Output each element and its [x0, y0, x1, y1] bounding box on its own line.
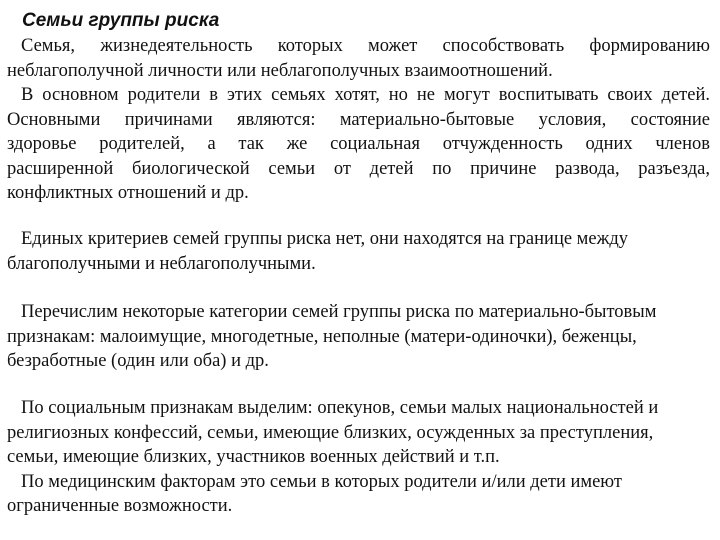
text-line: Перечислим некоторые категории семей группы риска по материально-бытовым	[21, 302, 657, 322]
text-line: Семья, жизнедеятельность которых может способствовать формированию	[21, 36, 710, 56]
page-title: Семьи группы риска	[22, 10, 220, 31]
paragraph-block-1	[7, 34, 710, 206]
text-line: В основном родители в этих семьях хотят, но не могут воспитывать своих детей.	[21, 85, 710, 105]
text-line: благополучными и неблагополучными.	[7, 253, 316, 274]
text-line: безработные (один или оба) и др.	[7, 351, 269, 371]
paragraph-block-4	[7, 396, 710, 519]
text-line: семьи, имеющие близких, участников военных действий и т.п.	[7, 447, 500, 467]
text-line: Единых критериев семей группы риска нет, они находятся на границе между	[21, 229, 629, 249]
text-line: расширенной биологической семьи от детей по причине развода, разъезда,	[7, 158, 710, 179]
text-line: По медицинским факторам это семьи в которых родители и/или дети имеют	[21, 471, 622, 492]
paragraph-block-2	[7, 227, 710, 276]
text-line: конфликтных отношений и др.	[7, 183, 249, 203]
text-line: Основными причинами являются: материально-бытовые условия, состояние	[7, 109, 710, 130]
text-line: признакам: малоимущие, многодетные, неполные (матери-одиночки), беженцы,	[7, 326, 637, 347]
text-line: религиозных конфессий, семьи, имеющие близких, осужденных за преступления,	[7, 422, 654, 443]
text-line: ограниченные возможности.	[7, 496, 233, 516]
text-line: здоровье родителей, а так же социальная отчужденность одних членов	[7, 134, 710, 154]
paragraph-block-3	[7, 300, 710, 374]
text-line: неблагополучной личности или неблагополучных взаимоотношений.	[7, 60, 553, 81]
text-line: По социальным признакам выделим: опекунов, семьи малых национальностей и	[21, 398, 659, 418]
